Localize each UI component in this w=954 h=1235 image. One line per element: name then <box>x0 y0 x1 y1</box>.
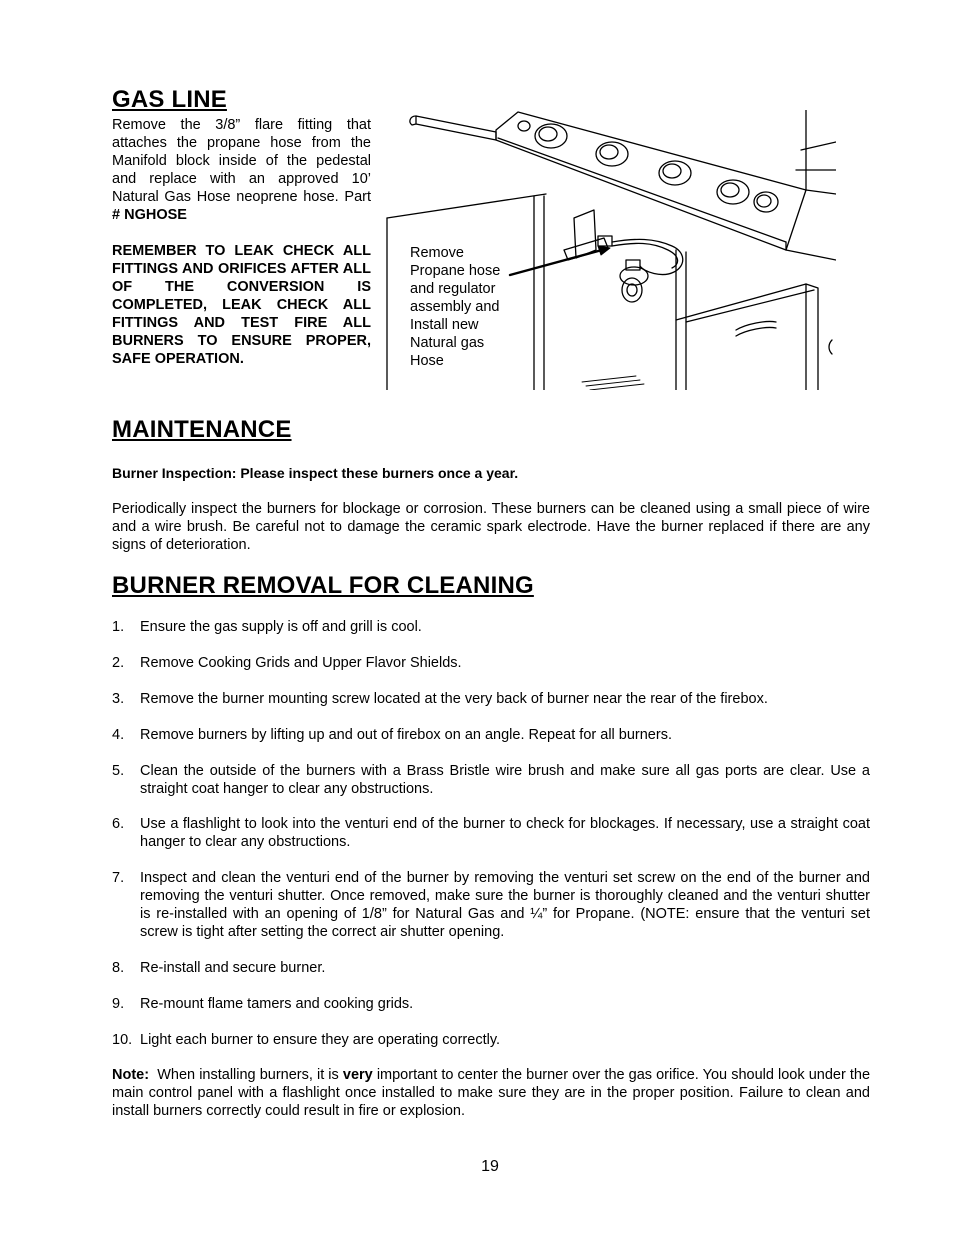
note-label: Note: <box>112 1067 150 1083</box>
callout-arrow <box>510 250 602 275</box>
step-text: Ensure the gas supply is off and grill is cool. <box>140 619 422 635</box>
knob-3 <box>659 161 691 185</box>
control-panel <box>496 112 806 250</box>
figure-callout: Remove Propane hose and regulator assembly and Install new Natural gas Hose <box>410 245 501 369</box>
step-number: 3. <box>112 691 125 707</box>
note-emphasis: very <box>342 1067 373 1083</box>
cabinet-door <box>676 284 818 390</box>
note-paragraph <box>112 1066 870 1120</box>
step-item <box>112 726 870 744</box>
regulator <box>620 260 648 302</box>
step-text: Re-install and secure burner. <box>140 960 326 976</box>
burner-removal-title: BURNER REMOVAL FOR CLEANING <box>112 572 534 599</box>
knob-1 <box>535 124 567 148</box>
step-number: 8. <box>112 960 125 976</box>
maintenance-body: Periodically inspect the burners for blockage or corrosion. These burners can be cleaned using a small piece of wire and a wire brush. Be careful not to damage the ceramic spark electrode. Have the burner replaced if there are any signs of deterioration. <box>112 501 870 553</box>
step-number: 6. <box>112 816 125 832</box>
step-item <box>112 959 870 977</box>
step-item <box>112 690 870 708</box>
base-hatching <box>582 376 644 390</box>
gas-line-body <box>112 116 371 224</box>
step-text: Light each burner to ensure they are operating correctly. <box>140 1032 501 1048</box>
knob-2 <box>596 142 628 166</box>
callout-arrow-head <box>598 246 610 255</box>
step-item <box>112 762 870 798</box>
step-text: Re-mount flame tamers and cooking grids. <box>140 996 414 1012</box>
step-item <box>112 815 870 851</box>
gas-line-section <box>112 86 371 368</box>
maintenance-title: MAINTENANCE <box>112 416 292 443</box>
step-number: 10. <box>112 1032 133 1048</box>
gas-line-title: GAS LINE <box>112 86 227 113</box>
step-item <box>112 1031 870 1049</box>
step-text: Remove burners by lifting up and out of firebox on an angle. Repeat for all burners. <box>140 727 672 743</box>
step-number: 5. <box>112 763 125 779</box>
step-text: Clean the outside of the burners with a Brass Bristle wire brush and make sure all gas ports are clear. Use a straight coat hanger to clear any obstructions. <box>140 763 870 797</box>
step-item <box>112 869 870 941</box>
frame-top-edge <box>387 194 546 218</box>
step-number: 7. <box>112 870 125 886</box>
step-text: Remove the burner mounting screw located at the very back of burner near the rear of the firebox. <box>140 691 768 707</box>
gas-line-part-number: # NGHOSE <box>112 207 187 223</box>
step-text: Inspect and clean the venturi end of the burner by removing the venturi set screw on the end of the burner and removing the venturi shutter. Once removed, make sure the burner is thoroughly cleaned and the venturi shutter is re-installed with an opening of 1/8” for Natural Gas and ¼” for Propane. (NOTE: ensure that the venturi set screw is tight after setting the correct air shutter opening. <box>140 870 870 940</box>
page-number: 19 <box>481 1158 499 1175</box>
step-item <box>112 654 870 672</box>
note-text-pre: When installing burners, it is <box>157 1067 339 1083</box>
step-number: 2. <box>112 655 125 671</box>
gas-line-warning: REMEMBER TO LEAK CHECK ALL FITTINGS AND ORIFICES AFTER ALL OF THE CONVERSION IS COMPLETED, LEAK CHECK ALL FITTINGS AND TEST FIRE ALL BURNERS TO ENSURE PROPER, SAFE OPERATION. <box>112 243 371 367</box>
gas-line-body-text: Remove the 3/8” flare fitting that attaches the propane hose from the Manifold block inside of the pedestal and replace with an approved 10’ Natural Gas Hose neoprene hose. Part <box>112 117 371 205</box>
note-text-post: important to center the burner over the gas orifice. You should look under the main control panel with a flashlight once installed to make sure they are in the proper position. Failure to clean and install burners correctly could result in fire or explosion. <box>112 1067 871 1119</box>
step-item <box>112 618 870 636</box>
step-number: 4. <box>112 727 125 743</box>
knob-5 <box>754 192 778 212</box>
step-number: 9. <box>112 996 125 1012</box>
igniter-button <box>518 121 530 131</box>
step-text: Use a flashlight to look into the venturi end of the burner to check for blockages. If necessary, use a straight coat hanger to clear any obstructions. <box>140 816 870 850</box>
step-text: Remove Cooking Grids and Upper Flavor Shields. <box>140 655 462 671</box>
step-number: 1. <box>112 619 125 635</box>
step-item <box>112 995 870 1013</box>
maintenance-subtitle: Burner Inspection: Please inspect these burners once a year. <box>112 465 519 481</box>
manifold-bracket <box>574 210 596 258</box>
side-handle <box>416 116 496 140</box>
knob-4 <box>717 180 749 204</box>
